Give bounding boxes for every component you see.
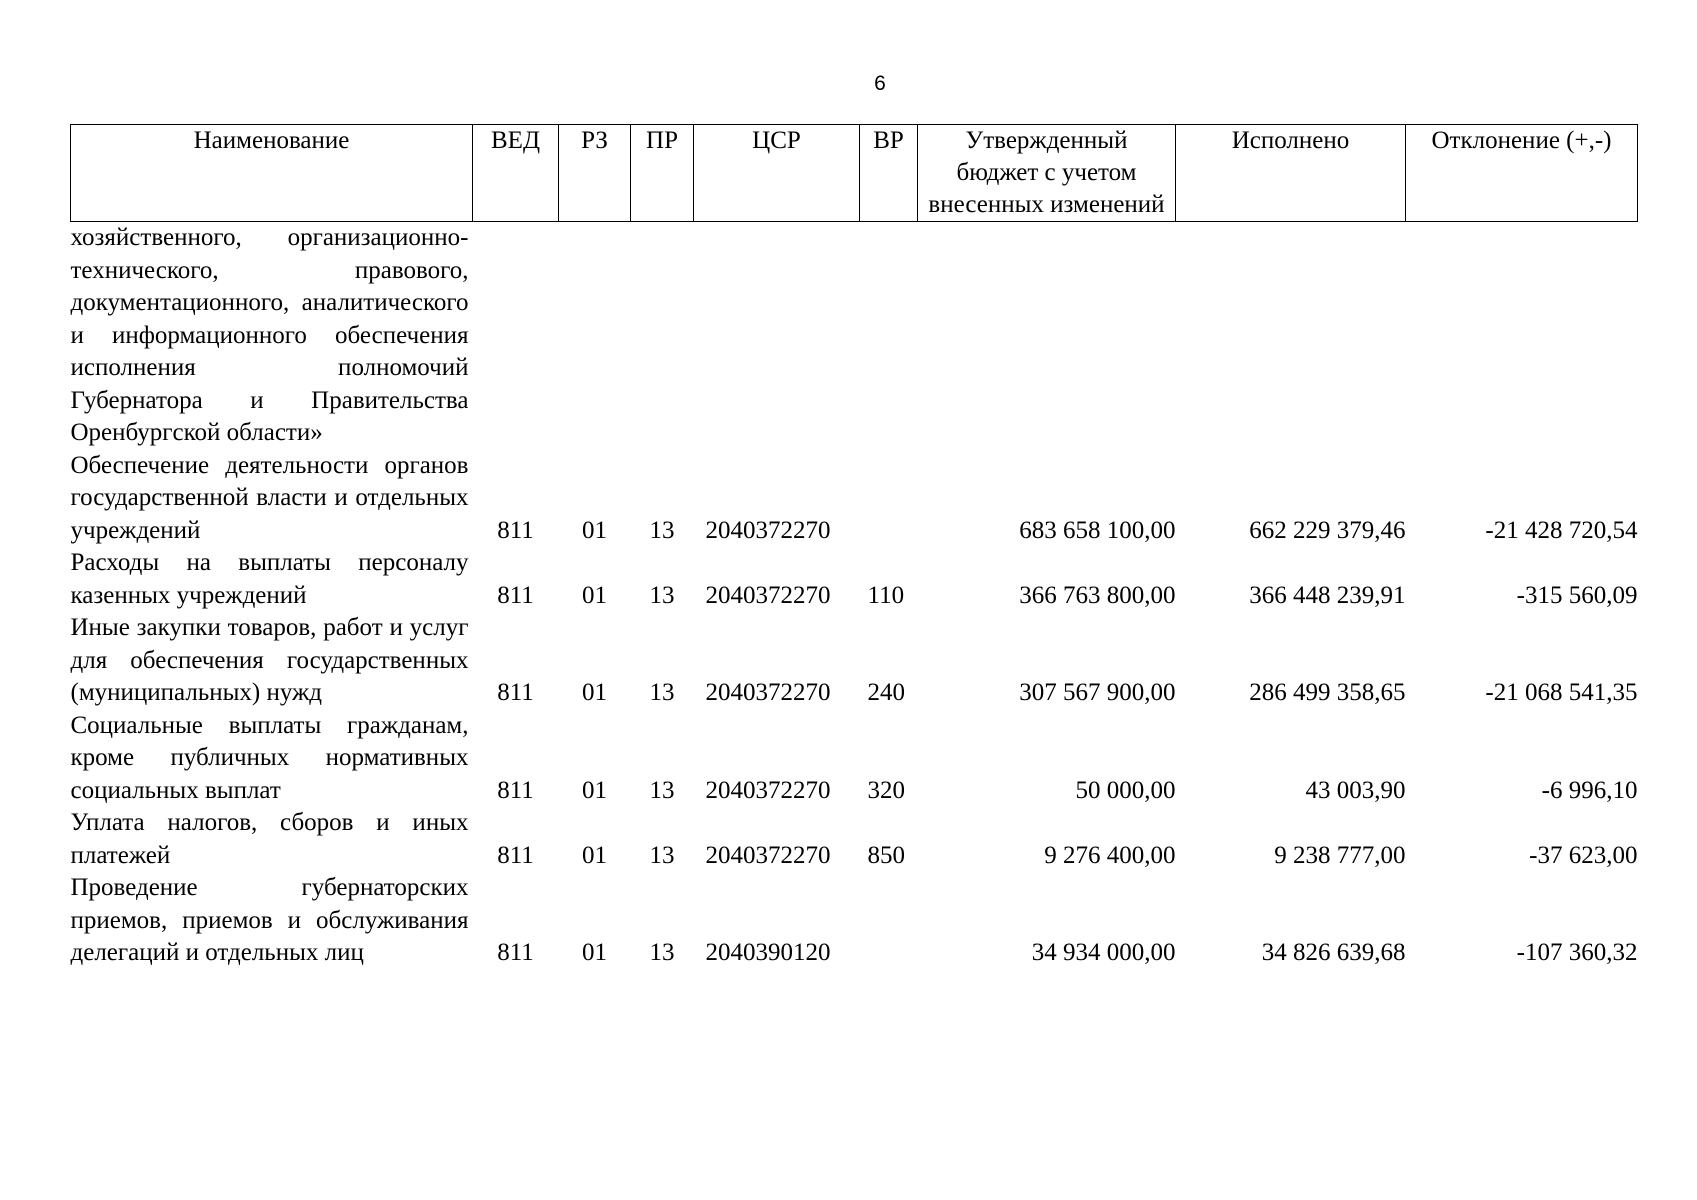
- cell-ved: 811: [497, 679, 534, 706]
- cell-approved: [918, 222, 1176, 450]
- cell-approved: 9 276 400,00: [1044, 841, 1176, 869]
- cell-approved: 34 934 000,00: [1031, 939, 1176, 966]
- cell-pr: 13: [649, 776, 675, 804]
- cell-name: Проведение губернаторских приемов, приемов и обслуживания делегаций и отдельных лиц: [70, 874, 469, 966]
- cell-csr: 2040390120: [705, 939, 831, 966]
- cell-deviation: -6 996,10: [1541, 776, 1638, 804]
- page-number: 6: [874, 72, 886, 95]
- cell-rz: 01: [582, 581, 607, 609]
- cell-pr: [631, 222, 694, 450]
- cell-vr: [860, 872, 918, 970]
- cell-csr: 2040372270: [705, 841, 831, 869]
- header-deviation: Отклонение (+,-): [1406, 125, 1638, 222]
- cell-name: Социальные выплаты гражданам, кроме публичных нормативных социальных выплат: [70, 711, 469, 804]
- cell-approved: 366 763 800,00: [1019, 581, 1176, 609]
- cell-name: Обеспечение деятельности органов государственной власти и отдельных учреждений: [70, 451, 469, 544]
- cell-name: Иные закупки товаров, работ и услуг для обеспечения государственных (муниципальных) нужд: [70, 614, 469, 706]
- header-ved: ВЕД: [473, 125, 559, 222]
- cell-deviation: [1406, 222, 1638, 450]
- header-vr: ВР: [860, 125, 918, 222]
- table-row: [71, 710, 1638, 808]
- table-row: [71, 450, 1638, 548]
- cell-vr: 110: [867, 581, 905, 609]
- table-row: [71, 807, 1638, 872]
- cell-executed: 34 826 639,68: [1261, 939, 1406, 966]
- cell-name: хозяйственного, организационно-технического, правового, документационного, аналитического и информационного обеспечения исполнения полномочий Губернатора и Правительства Оренбургской области»: [70, 224, 469, 446]
- table-body: [71, 222, 1638, 970]
- cell-pr: 13: [649, 939, 675, 966]
- cell-ved: 811: [497, 939, 534, 966]
- cell-deviation: -21 068 541,35: [1485, 679, 1638, 706]
- cell-pr: 13: [649, 581, 675, 609]
- cell-pr: 13: [649, 841, 675, 869]
- cell-csr: 2040372270: [705, 516, 831, 544]
- table-row: [71, 222, 1638, 450]
- cell-rz: 01: [582, 516, 607, 544]
- table-row: [71, 547, 1638, 612]
- cell-vr: 320: [867, 776, 905, 804]
- cell-deviation: -315 560,09: [1516, 581, 1638, 609]
- cell-vr: 850: [867, 841, 905, 869]
- header-csr: ЦСР: [694, 125, 860, 222]
- cell-rz: 01: [582, 841, 607, 869]
- header-approved: Утвержденный бюджет с учетом внесенных изменений: [918, 125, 1176, 222]
- cell-executed: [1176, 222, 1406, 450]
- cell-executed: 662 229 379,46: [1249, 516, 1406, 544]
- cell-name: Расходы на выплаты персоналу казенных учреждений: [70, 549, 469, 609]
- cell-name: Уплата налогов, сборов и иных платежей: [70, 809, 469, 869]
- table-row: [71, 612, 1638, 710]
- cell-approved: 50 000,00: [1075, 776, 1176, 804]
- cell-deviation: -107 360,32: [1516, 939, 1638, 966]
- cell-vr: 240: [867, 679, 905, 706]
- budget-table: [70, 124, 1638, 970]
- cell-ved: 811: [497, 516, 534, 544]
- cell-vr: [860, 222, 918, 450]
- cell-executed: 286 499 358,65: [1249, 679, 1406, 706]
- table-row: [71, 872, 1638, 970]
- cell-csr: [694, 222, 860, 450]
- cell-pr: 13: [649, 516, 675, 544]
- cell-executed: 366 448 239,91: [1249, 581, 1406, 609]
- cell-csr: 2040372270: [705, 581, 831, 609]
- cell-executed: 43 003,90: [1305, 776, 1406, 804]
- header-rz: РЗ: [559, 125, 631, 222]
- cell-executed: 9 238 777,00: [1274, 841, 1406, 869]
- cell-approved: 683 658 100,00: [1019, 516, 1176, 544]
- cell-rz: 01: [582, 776, 607, 804]
- cell-csr: 2040372270: [705, 776, 831, 804]
- cell-pr: 13: [649, 679, 675, 706]
- cell-approved: 307 567 900,00: [1019, 679, 1176, 706]
- table-header-row: [71, 125, 1638, 222]
- cell-deviation: -37 623,00: [1529, 841, 1638, 869]
- cell-ved: 811: [497, 581, 534, 609]
- cell-csr: 2040372270: [705, 679, 831, 706]
- header-pr: ПР: [631, 125, 694, 222]
- cell-rz: [559, 222, 631, 450]
- header-executed: Исполнено: [1176, 125, 1406, 222]
- cell-ved: 811: [497, 776, 534, 804]
- cell-rz: 01: [582, 939, 607, 966]
- cell-ved: [473, 222, 559, 450]
- cell-vr: [860, 450, 918, 548]
- cell-ved: 811: [497, 841, 534, 869]
- cell-rz: 01: [582, 679, 607, 706]
- header-name: Наименование: [71, 125, 473, 222]
- cell-deviation: -21 428 720,54: [1485, 516, 1638, 544]
